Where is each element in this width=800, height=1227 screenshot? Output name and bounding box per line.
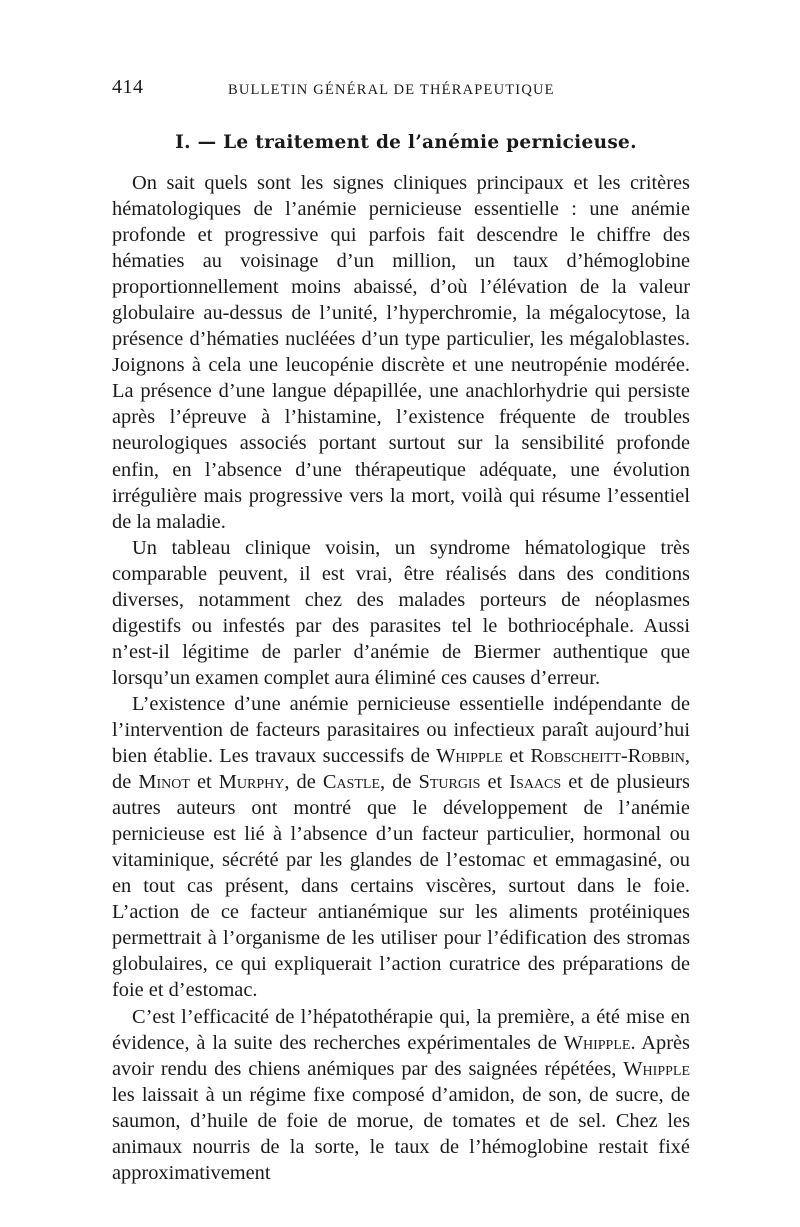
text-run: , de — [380, 771, 419, 794]
author-name: Minot — [138, 771, 190, 794]
text-run: et — [189, 771, 219, 794]
paragraph-3 — [112, 691, 690, 1004]
text-run: C’est l’efficacité de l’hépatothérapie qui, la première, a été mise en évidence, à la suite des recherches expérimentales de — [112, 1005, 690, 1054]
author-name: Castle — [322, 771, 380, 794]
text-run: L’existence d’une anémie pernicieuse essentielle indépendante de l’intervention de facteurs parasitaires ou infectieux paraît aujourd’hui bien établie. Les travaux successifs de — [112, 692, 690, 768]
paragraph-2: Un tableau clinique voisin, un syndrome hématologique très comparable peuvent, il est vrai, être réalisés dans des conditions diverses, notamment chez des malades porteurs de néoplasmes digestifs ou infestés par des parasites tel le bothriocéphale. Aussi n’est-il légitime de parler d’anémie de Biermer authentique que lorsqu’un examen complet aura éliminé ces causes d’erreur. — [112, 536, 690, 689]
page-number: 414 — [112, 76, 144, 98]
text-run: . Après avoir rendu des chiens anémiques par des saignées répétées, — [112, 1031, 690, 1080]
author-name: Sturgis — [418, 771, 481, 794]
paragraph-1: On sait quels sont les signes cliniques principaux et les critères hématologiques de l’anémie pernicieuse essentielle : une anémie profonde et progressive qui parfois fait descendre le chiffre des hématies au voisinage d’un million, un taux d’hémoglobine proportionnellement moins abaissé, d’où l’élévation de la valeur globulaire au-dessus de l’unité, l’hyperchromie, la mégalocytose, la présence d’hématies nucléées d’un type particulier, les mégaloblastes. Joignons à cela une leucopénie discrète et une neutropénie modérée. La présence d’une langue dépapillée, une anachlorhydrie qui persiste après l’épreuve à l’histamine, l’existence fréquente de troubles neurologiques associés portant surtout sur la sensibilité profonde enfin, en l’absence d’une thérapeutique adéquate, une évolution irrégulière mais progressive vers la mort, voilà qui résume l’essentiel de la maladie. — [112, 172, 690, 533]
author-name: Isaacs — [509, 771, 562, 794]
journal-title: BULLETIN GÉNÉRAL DE THÉRAPEUTIQUE — [228, 82, 555, 98]
author-name: Murphy — [218, 771, 285, 794]
author-name: Robscheitt-Robbin — [530, 745, 685, 768]
author-name: Whipple — [436, 745, 503, 768]
running-head — [112, 74, 690, 104]
author-name: Whipple — [563, 1031, 631, 1054]
text-run: , de — [112, 745, 690, 794]
paragraph-4 — [112, 1004, 690, 1186]
body-text — [112, 170, 690, 1186]
text-run: et — [480, 771, 510, 794]
section-title: I. — Le traitement de l’anémie pernicieuse. — [175, 132, 637, 153]
document-page — [112, 74, 690, 1186]
text-run: , de — [284, 771, 323, 794]
text-run: et de plusieurs autres auteurs ont montré que le développement de l’anémie pernicieuse est lié à l’absence d’un facteur particulier, hormonal ou vitaminique, sécrété par les glandes de l’estomac et emmagasiné, ou en tout cas présent, dans certains viscères, surtout dans le foie. L’action de ce facteur antianémique sur les aliments protéiniques permettrait à l’organisme de les utiliser pour l’édification des stromas globulaires, ce qui expliquerait l’action curatrice des préparations de foie et d’estomac. — [112, 771, 690, 1002]
text-run: et — [502, 745, 531, 768]
text-run: les laissait à un régime fixe composé d’amidon, de son, de sucre, de saumon, d’huile de foie de morue, de tomates et de sel. Chez les animaux nourris de la sorte, le taux de l’hémoglobine restait fixé approximativement — [112, 1083, 690, 1184]
author-name: Whipple — [623, 1057, 690, 1080]
